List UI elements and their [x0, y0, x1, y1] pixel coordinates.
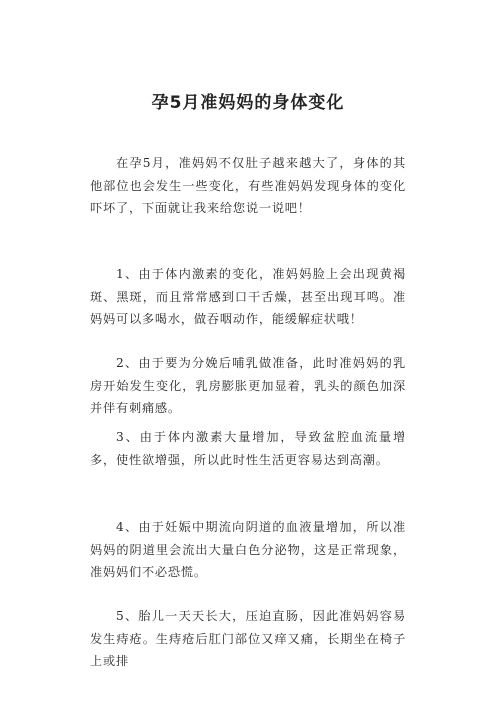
paragraph-item-5: 5、胎儿一天天长大，压迫直肠，因此准妈妈容易发生痔疮。生痔疮后肛门部位又痒又痛，长期坐在椅子上或排	[90, 609, 406, 668]
paragraph-item-2: 2、由于要为分娩后哺乳做准备，此时准妈妈的乳房开始发生变化，乳房膨胀更加显着，乳头的颜色加深并伴有刺痛感。	[90, 356, 406, 415]
paragraph-item-3: 3、由于体内激素大量增加，导致盆腔血流量增多，使性欲增强，所以此时性生活更容易达到高潮。	[90, 430, 406, 467]
paragraph-item-1: 1、由于体内激素的变化，准妈妈脸上会出现黄褐斑、黑斑，而且常常感到口干舌燥，甚至出现耳鸣。准妈妈可以多喝水，做吞咽动作，能缓解症状哦！	[90, 267, 406, 326]
intro-paragraph: 在孕5月，准妈妈不仅肚子越来越大了，身体的其他部位也会发生一些变化，有些准妈妈发现身体的变化吓坏了，下面就让我来给您说一说吧！	[90, 156, 406, 215]
paragraph-item-4: 4、由于妊娠中期流向阴道的血液量增加，所以准妈妈的阴道里会流出大量白色分泌物，这是正常现象，准妈妈们不必恐慌。	[90, 520, 406, 579]
document-title: 孕5月准妈妈的身体变化	[151, 93, 345, 113]
